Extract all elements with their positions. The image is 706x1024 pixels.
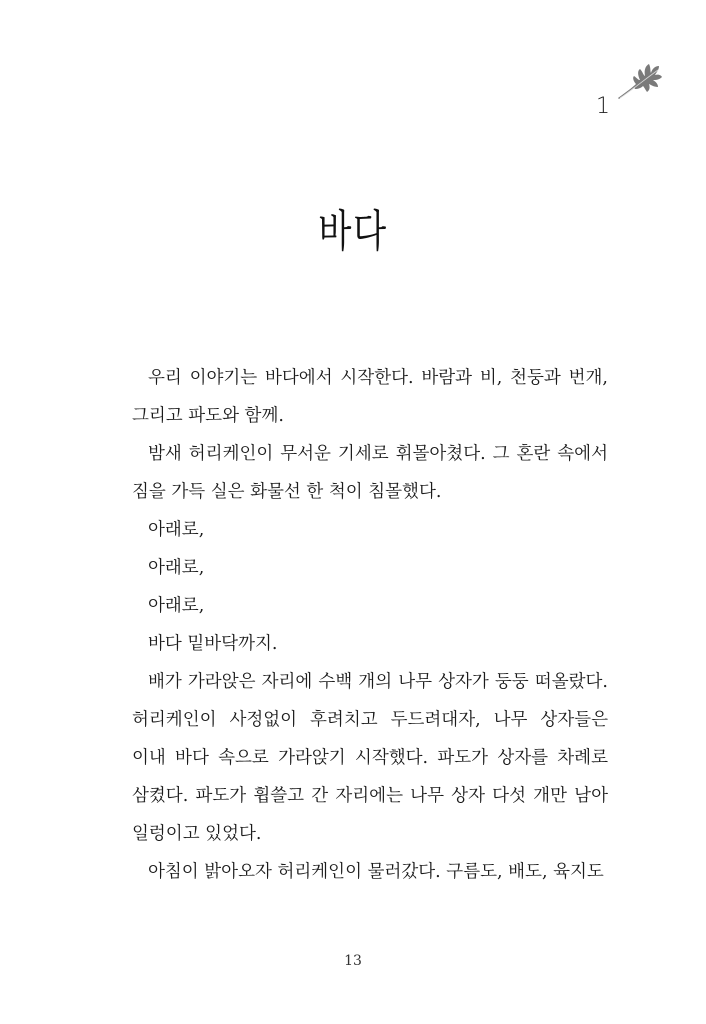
paragraph: 아래로, — [148, 520, 205, 540]
chapter-marker — [592, 58, 672, 128]
paragraph: 바다 밑바닥까지. — [148, 634, 278, 654]
chapter-title: 바다 — [318, 206, 388, 258]
chapter-number: 1 — [596, 94, 610, 119]
oak-leaf-icon — [614, 58, 664, 102]
paragraph: 밤새 허리케인이 무서운 기세로 휘몰아쳤다. 그 혼란 속에서 짐을 가득 실은 화물선 한 척이 침몰했다. — [132, 444, 608, 502]
page-number: 13 — [344, 953, 362, 969]
chapter-body — [132, 359, 608, 891]
paragraph: 아래로, — [148, 596, 205, 616]
paragraph: 배가 가라앉은 자리에 수백 개의 나무 상자가 둥둥 떠올랐다. 허리케인이 사정없이 후려치고 두드려대자, 나무 상자들은 이내 바다 속으로 가라앉기 시작했다. 파도가 상자를 차례로 삼켰다. 파도가 휩쓸고 간 자리에는 나무 상자 다섯 개만 남아 일렁이고 있었다. — [132, 672, 608, 844]
paragraph: 아래로, — [148, 558, 205, 578]
paragraph: 아침이 밝아오자 허리케인이 물러갔다. 구름도, 배도, 육지도 — [148, 862, 604, 882]
paragraph: 우리 이야기는 바다에서 시작한다. 바람과 비, 천둥과 번개, 그리고 파도와 함께. — [132, 368, 608, 426]
